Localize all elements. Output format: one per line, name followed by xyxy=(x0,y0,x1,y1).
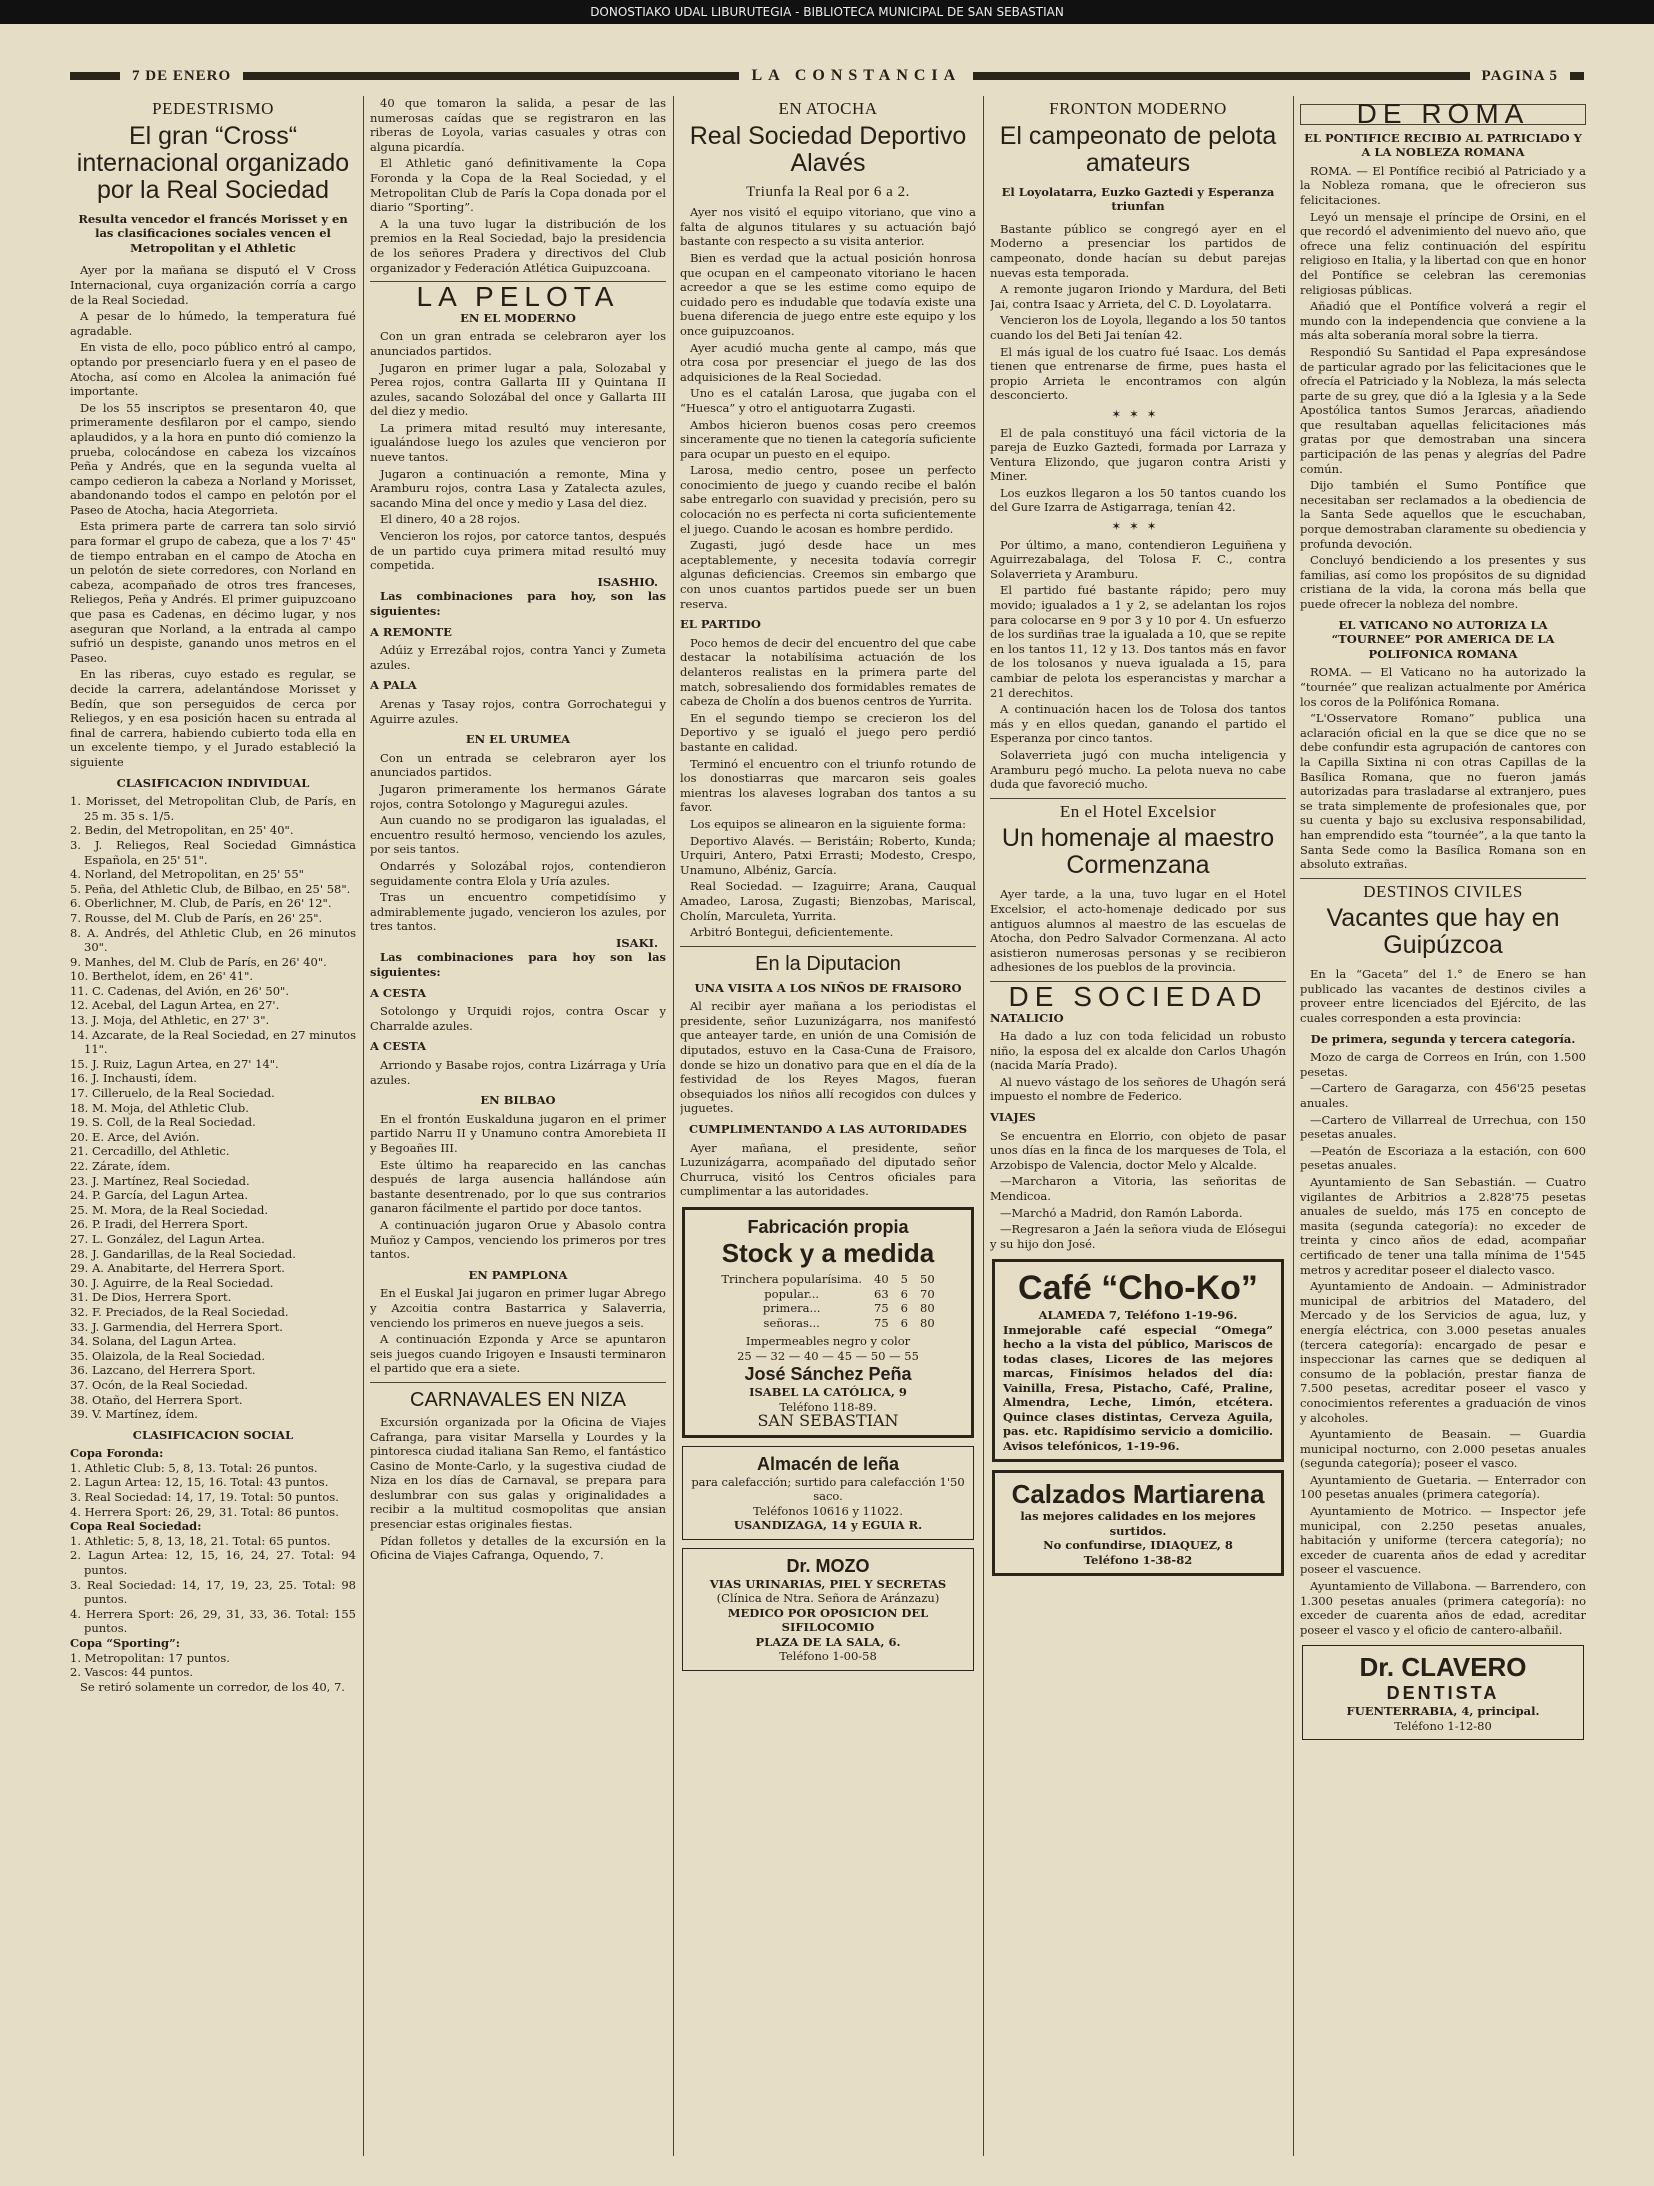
paragraph: Dijo también el Sumo Pontífice que necesitaban ser reclamados a la obediencia de la Santa Sede aquellos que le escuchaban, porque demostraban claramente su obediencia y profunda devoción. xyxy=(1300,478,1586,551)
list-item: 2. Lagun Artea: 12, 15, 16, 24, 27. Total: 94 puntos. xyxy=(70,1548,356,1578)
price-table xyxy=(715,1272,940,1330)
paragraph: Ayer nos visitó el equipo vitoriano, que vino a falta de algunos titulares y su actuación bajó bastante con respecto a su visita anterior. xyxy=(680,205,976,249)
list-item: 17. Cilleruelo, de la Real Sociedad. xyxy=(70,1086,275,1101)
column-1 xyxy=(70,96,356,2156)
column-rule xyxy=(983,96,984,2156)
table-cell: 5 xyxy=(900,1272,908,1286)
list-item: 32. F. Preciados, de la Real Sociedad. xyxy=(70,1304,289,1319)
paragraph: Mozo de carga de Correos en Irún, con 1.500 pesetas. xyxy=(1300,1050,1586,1079)
paragraph: Excursión organizada por la Oficina de Viajes Cafranga, para visitar Marsella y Lourdes y la pintoresca ciudad italiana San Remo, el fantástico Casino de Monte-Carlo, y la sugestiva ciudad de Niza en los días de Carnaval, se prepara para deslumbrar con sus galas y originalidades a recibir a la multitud cosmopolitas que ansian presenciar estas originales fiestas. xyxy=(370,1414,666,1532)
section-heading: DE ROMA xyxy=(1300,104,1586,125)
paragraph: Con un entrada se celebraron ayer los anunciados partidos. xyxy=(370,750,666,780)
list-item: 2. Bedin, del Metropolitan, en 25' 40". xyxy=(70,823,294,838)
list-item: 4. Herrera Sport: 26, 29, 31, 33, 36. Total: 155 puntos. xyxy=(70,1606,356,1636)
list-item: 36. Lazcano, del Herrera Sport. xyxy=(70,1363,256,1378)
list-item: 12. Acebal, del Lagun Artea, en 27'. xyxy=(70,998,280,1013)
subheading: A REMONTE xyxy=(370,624,452,639)
list-item: 10. Berthelot, ídem, en 26' 41". xyxy=(70,969,254,984)
paragraph: El dinero, 40 a 28 rojos. xyxy=(380,512,521,527)
paragraph: Ayuntamiento de Beasain. — Guardia municipal nocturno, con 2.000 pesetas anuales (segunda categoría); poseer el vasco. xyxy=(1300,1427,1586,1471)
masthead-rule xyxy=(70,72,120,80)
divider xyxy=(990,798,1286,799)
ad-address: USANDIZAGA, 14 y EGUIA R. xyxy=(733,1518,923,1532)
ad-line: VIAS URINARIAS, PIEL Y SECRETAS xyxy=(709,1576,947,1591)
list-item: 20. E. Arce, del Avión. xyxy=(70,1129,200,1144)
section-heading: DE SOCIEDAD xyxy=(1008,980,1268,1012)
masthead xyxy=(70,64,1584,88)
paragraph: Sotolongo y Urquidi rojos, contra Oscar y Charralde azules. xyxy=(370,1004,666,1033)
paragraph: Ayuntamiento de Villabona. — Barrendero, con 1.300 pesetas anuales (primera categoría): no exceder de cuarenta años de edad, acreditar poseer el vasco y el oficio de cantero-albañil. xyxy=(1300,1579,1586,1637)
subheading: A PALA xyxy=(370,678,417,693)
ad-phone: Teléfonos 10616 y 11022. xyxy=(753,1503,903,1518)
paragraph: A continuación hacen los de Tolosa dos tantos más y en ellos quedan, ganando el partido el Esperanza por cinco tantos. xyxy=(990,702,1286,746)
column-5 xyxy=(1300,96,1586,2156)
subheading: EL PARTIDO xyxy=(680,617,761,632)
paragraph: Concluyó bendiciendo a los presentes y sus familias, así como los propósitos de su dignidad cristiana de la vida, la corona más bella que puede ofrecer la nobleza del nombre. xyxy=(1300,553,1586,611)
masthead-rule xyxy=(973,72,1469,80)
ad-line: 25 — 32 — 40 — 45 — 50 — 55 xyxy=(737,1348,919,1363)
section-kicker: FRONTON MODERNO xyxy=(1049,99,1227,118)
section-kicker: EN ATOCHA xyxy=(778,99,878,118)
paragraph: —Cartero de Garagarza, con 456'25 pesetas anuales. xyxy=(1300,1081,1586,1111)
byline: ISAKI. xyxy=(616,935,658,950)
paragraph: —Cartero de Villarreal de Urrechua, con 150 pesetas anuales. xyxy=(1300,1112,1586,1142)
list-item: 3. Real Sociedad: 14, 17, 19, 23, 25. Total: 98 puntos. xyxy=(70,1577,356,1607)
paragraph: —Regresaron a Jaén la señora viuda de Elósegui y su hijo don José. xyxy=(990,1222,1286,1251)
column-4 xyxy=(990,96,1286,2156)
advertisement-doctor xyxy=(682,1548,974,1671)
list-item: 3. J. Reliegos, Real Sociedad Gimnástica Española, en 25' 51". xyxy=(70,837,356,867)
cup-title: Copa Real Sociedad: xyxy=(70,1519,202,1534)
paragraph: A la una tuvo lugar la distribución de los premios en la Real Sociedad, bajo la presidencia de los señores Pradera y directivos del Club organizador y Federación Atlética Guipuzcoana. xyxy=(370,216,666,275)
ad-phone: Teléfono 1-38-82 xyxy=(1083,1552,1193,1567)
table-row xyxy=(715,1287,940,1302)
article-headline: En la Diputacion xyxy=(755,952,901,975)
table-cell: Trinchera popularísima. xyxy=(721,1272,863,1286)
results-list xyxy=(70,1461,356,1519)
list-item: 2. Lagun Artea: 12, 15, 16. Total: 43 puntos. xyxy=(70,1475,329,1490)
article-headline: Vacantes que hay en Guipúzcoa xyxy=(1326,904,1560,960)
ad-line: (Clínica de Ntra. Señora de Aránzazu) xyxy=(716,1591,940,1605)
paragraph: 40 que tomaron la salida, a pesar de las numerosas caídas que se registraron en las riberas de Loyola, varias casuales y otras con alguna picardía. xyxy=(370,96,666,154)
paragraph: Ayuntamiento de Andoain. — Administrador municipal de arbitrios del Matadero, del Mercado y de los Servicios de agua, luz, y energía eléctrica, con 3.000 pesetas anuales (tercera categoría): encargado de pesar e inspeccionar las carnes que se dediquen al consumo de la población, prestar fianza de 7.500 pesetas, acreditar poseer el vasco y conocimientos referentes a graduación de vinos y alcoholes. xyxy=(1300,1279,1586,1425)
ad-title: Calzados Martiarena xyxy=(1011,1479,1265,1510)
paragraph: Se retiró solamente un corredor, de los 40, 7. xyxy=(80,1679,345,1694)
column-3 xyxy=(680,96,976,2156)
paragraph: Larosa, medio centro, posee un perfecto conocimiento de juego y cuando recibe el balón sabe entregarlo con suavidad y precisión, pero su colocación no es perfecta ni corta suficientemente el juego. Cuando le acosan es hombre perdido. xyxy=(680,463,976,536)
advertisement-tailor xyxy=(682,1207,974,1438)
table-cell: 6 xyxy=(900,1301,908,1315)
list-item: 39. V. Martínez, ídem. xyxy=(70,1407,198,1422)
section-heading: LA PELOTA xyxy=(416,281,620,313)
list-item: 1. Morisset, del Metropolitan Club, de París, en 25 m. 35 s. 1/5. xyxy=(70,794,356,823)
subheading: EL VATICANO NO AUTORIZA LA “TOURNEE” POR AMERICA DE LA POLIFONICA ROMANA xyxy=(1331,617,1555,661)
subheading: EN EL URUMEA xyxy=(465,732,571,747)
paragraph: Poco hemos de decir del encuentro del que cabe destacar la notabilísima actuación de los delanteros realistas en la primera parte del match, sobresaliendo dos formidables remates de cabeza de Cholín a dos buenos centros de Yurrita. xyxy=(680,635,976,709)
table-cell: popular... xyxy=(764,1286,820,1301)
paragraph: Ayer por la mañana se disputó el V Cross Internacional, cuya organización corría a cargo de la Real Sociedad. xyxy=(70,263,356,307)
list-item: 16. J. Inchausti, ídem. xyxy=(70,1071,197,1086)
divider xyxy=(370,1382,666,1383)
paragraph: Ondarrés y Solozábal rojos, contendieron seguidamente contra Elola y Uría azules. xyxy=(370,858,666,888)
divider xyxy=(680,946,976,947)
ad-line: MEDICO POR OPOSICION DEL SIFILOCOMIO xyxy=(727,1605,929,1634)
article-deck: Triunfa la Real por 6 a 2. xyxy=(746,183,910,200)
column-rule xyxy=(363,96,364,2156)
ad-line: Impermeables negro y color xyxy=(745,1334,911,1348)
table-cell: 63 xyxy=(874,1286,889,1301)
list-item: 28. J. Gandarillas, de la Real Sociedad. xyxy=(70,1246,296,1261)
article-deck: El Loyolatarra, Euzko Gaztedi y Esperanza triunfan xyxy=(1001,184,1275,214)
paragraph: El más igual de los cuatro fué Isaac. Los demás tienen que entrenarse de firme, pues hasta el propio Arrieta le encontramos con algún desconcierto. xyxy=(990,344,1286,403)
paragraph: Ha dado a luz con toda felicidad un robusto niño, la esposa del ex alcalde don Carlos Uhagón (nacida María Prado). xyxy=(990,1029,1286,1073)
table-cell: 75 xyxy=(874,1301,889,1315)
list-item: 11. C. Cadenas, del Avión, en 26' 50". xyxy=(70,983,289,998)
paragraph: Los euzkos llegaron a los 50 tantos cuando los del Gure Izarra de Astigarraga, tenían 42. xyxy=(990,485,1286,515)
subheading: NATALICIO xyxy=(990,1010,1064,1025)
list-item: 4. Herrera Sport: 26, 29, 31. Total: 86 puntos. xyxy=(70,1504,339,1519)
divider xyxy=(1300,878,1586,879)
subheading: A CESTA xyxy=(370,985,427,1000)
library-banner: DONOSTIAKO UDAL LIBURUTEGIA - BIBLIOTECA MUNICIPAL DE SAN SEBASTIAN xyxy=(0,0,1654,24)
paragraph: Vencieron los rojos, por catorce tantos, después de un partido cuya primera mitad resultó muy competida. xyxy=(370,529,666,573)
subheading: EN PAMPLONA xyxy=(468,1267,568,1282)
ad-name: Dr. CLAVERO xyxy=(1359,1652,1527,1683)
ad-address: FUENTERRABIA, 4, principal. xyxy=(1346,1704,1540,1719)
ad-line: las mejores calidades en los mejores surtidos. xyxy=(1020,1509,1256,1538)
paragraph: Uno es el catalán Larosa, que jugaba con el “Huesca” y otro el antiguotarra Zugasti. xyxy=(680,386,976,415)
list-item: 4. Norland, del Metropolitan, en 25' 55" xyxy=(70,867,304,882)
table-cell: 40 xyxy=(874,1272,889,1286)
article-headline: Real Sociedad Deportivo Alavés xyxy=(689,121,967,177)
column-rule xyxy=(673,96,674,2156)
list-item: 25. M. Mora, de la Real Sociedad. xyxy=(70,1202,269,1217)
table-cell: 80 xyxy=(920,1315,935,1330)
page-number: PAGINA 5 xyxy=(1481,67,1558,84)
paragraph: Las combinaciones para hoy, son las siguientes: xyxy=(370,589,666,618)
paragraph: A pesar de lo húmedo, la temperatura fué agradable. xyxy=(70,309,356,338)
advertisement-shoes xyxy=(992,1470,1284,1576)
paragraph: Ayer tarde, a la una, tuvo lugar en el Hotel Excelsior, el acto-homenaje dedicado por sus antiguos alumnos al maestro de las escuelas de Atocha, don Pedro Salvador Cormenzana. Al acto asistieron numerosas personas y se recibieron adhesiones de los pueblos de la provincia. xyxy=(990,887,1286,975)
column-2 xyxy=(370,96,666,2156)
paragraph: Añadió que el Pontífice volverá a regir el mundo con la independencia que conviene a la más alta soberanía moral sobre la tierra. xyxy=(1300,299,1586,343)
article-headline: CARNAVALES EN NIZA xyxy=(410,1388,626,1411)
paragraph: Leyó un mensaje el príncipe de Orsini, en el que recordó el advenimiento del nuevo año, que ofrece una feliz continuación del espíritu religioso en Italia, y la libertad con que en honor del Pontífice se celebran las ceremonias religiosas públicas. xyxy=(1300,209,1586,297)
paragraph: El partido fué bastante rápido; pero muy movido; igualados a 1 y 2, se adelantan los rojos para colocarse en 9 por 3 y 10 por 4. Un esfuerzo de los surdiñas trae la igualada a 10, que se repite en los tantos 11, 12 y 13. Dos tantos más en favor de los tolosanos y nueva igualada a 15, para cambiar de pelota los esperancistas y marchar a 21 derechitos. xyxy=(990,583,1286,700)
list-item: 15. J. Ruiz, Lagun Artea, en 27' 14". xyxy=(70,1056,279,1071)
ad-phone: Teléfono 118-89. xyxy=(779,1399,877,1414)
paragraph: —Marchó a Madrid, don Ramón Laborda. xyxy=(1000,1205,1243,1220)
paragraph: A remonte jugaron Iriondo y Mardura, del Beti Jai, contra Isaac y Arrieta, del C. D. Loyolatarra. xyxy=(990,282,1286,311)
list-item: 1. Metropolitan: 17 puntos. xyxy=(70,1650,230,1665)
article-headline: Un homenaje al maestro Cormenzana xyxy=(1001,824,1275,880)
paragraph: Las combinaciones para hoy son las siguientes: xyxy=(370,950,666,980)
cup-title: Copa “Sporting”: xyxy=(70,1636,180,1650)
paragraph: En el frontón Euskalduna jugaron en el primer partido Narru II y Unamuno contra Amorebieta II y Begoañes III. xyxy=(370,1111,666,1155)
subheading: CUMPLIMENTANDO A LAS AUTORIDADES xyxy=(688,1122,968,1137)
section-ornament: ✶✶✶ xyxy=(1111,519,1165,534)
list-item: 1. Athletic Club: 5, 8, 13. Total: 26 puntos. xyxy=(70,1460,318,1475)
paragraph: Zugasti, jugó desde hace un mes aceptablemente, y necesita todavía corregir algunas deficiencias. Creemos sin embargo que con unos cuantos partidos puede ser un buen reserva. xyxy=(680,538,976,611)
subheading: EN BILBAO xyxy=(480,1093,556,1108)
masthead-rule xyxy=(243,72,739,80)
paragraph: La primera mitad resultó muy interesante, igualándose luego los azules que vencieron por nueve tantos. xyxy=(370,420,666,465)
ad-line: DENTISTA xyxy=(1386,1683,1500,1704)
paragraph: Bastante público se congregó ayer en el Moderno a presenciar los partidos de campeonato, donde hacían su debut parejas nuevas esta temporada. xyxy=(990,221,1286,280)
paragraph: Respondió Su Santidad el Papa expresándose de particular agrado por las felicitaciones que le ofrecía el Patriciado y la Nobleza, la más selecta parte de su grey, que dió a la Iglesia y a la Sede Apostólica tantos Sumos Jerarcas, añadiendo que resultaban aquellas felicitaciones más gratas por que demostraban una sincera participación de las penas y alegrías del Padre común. xyxy=(1300,344,1586,476)
ad-address: ALAMEDA 7, Teléfono 1-19-96. xyxy=(1038,1308,1238,1323)
subheading: CLASIFICACION INDIVIDUAL xyxy=(116,775,310,790)
article-body xyxy=(70,263,356,769)
paragraph: De los 55 inscriptos se presentaron 40, que primeramente desfilaron por el campo, siendo aplaudidos, y a la hora en punto dió comienzo la prueba, colocándose en cabeza los vizcaínos Peña y Andrés, que en la segunda vuelta al campo cedieron la cabeza a Norland y Morisset, abandonando todos el campo en pelotón por el Paseo de Atocha, hacia Ategorrieta. xyxy=(70,400,356,517)
ad-line: Inmejorable café especial “Omega” hecho a la vista del público, Mariscos de todas clases, Licores de las mejores marcas, Finísimos helados del día: Vainilla, Fresa, Pistacho, Café, Praline, Almendra, Leche, Limón, etcétera. Quince clases distintas, Cerveza Aguila, pas. etc. Rapidísimo servicio a domicilio. Avisos telefónicos, 1-19-96. xyxy=(1003,1322,1273,1453)
advertisement-firewood xyxy=(682,1446,974,1540)
article-headline: El gran “Cross“ internacional organizado por la Real Sociedad xyxy=(76,121,350,204)
paragraph: A continuación jugaron Orue y Abasolo contra Muñoz y Campos, venciendo los primeros por tres tantos. xyxy=(370,1217,666,1262)
table-row xyxy=(715,1301,940,1316)
results-list xyxy=(70,794,356,1422)
subheading: EN EL MODERNO xyxy=(460,310,576,325)
lineup: Deportivo Alavés. — Beristáin; Roberto, Kunda; Urquiri, Antero, Patxi Errasti; Modesto, Crespo, Unamuno, Albéniz, García. xyxy=(680,833,976,877)
table-cell: 6 xyxy=(900,1286,908,1301)
list-item: 34. Solana, del Lagun Artea. xyxy=(70,1334,237,1349)
paragraph: Ayer acudió mucha gente al campo, más que otra cosa por presenciar el juego de las dos adquisiciones de la Real Sociedad. xyxy=(680,340,976,384)
paragraph: Tras un encuentro competidísimo y admirablemente jugado, vencieron los azules, por tres tantos. xyxy=(370,890,666,934)
cup-title: Copa Foronda: xyxy=(70,1446,164,1461)
list-item: 1. Athletic: 5, 8, 13, 18, 21. Total: 65 puntos. xyxy=(70,1533,331,1548)
article-headline: El campeonato de pelota amateurs xyxy=(999,121,1277,177)
list-item: 27. L. González, del Lagun Artea. xyxy=(70,1231,265,1246)
paragraph: En el Euskal Jai jugaron en primer lugar Abrego y Azcoitia contra Bastarrica y Salaverria, venciendo los primeros en nueve juegos a seis. xyxy=(370,1286,666,1330)
list-item: 30. J. Aguirre, de la Real Sociedad. xyxy=(70,1275,274,1290)
ad-title: Café “Cho-Ko” xyxy=(1018,1269,1258,1308)
paragraph: En el segundo tiempo se crecieron los del Deportivo y se igualó el juego pero perdió bastante en calidad. xyxy=(680,710,976,754)
ad-address: PLAZA DE LA SALA, 6. xyxy=(755,1634,901,1649)
paragraph: Ayuntamiento de Motrico. — Inspector jefe municipal, con 2.250 pesetas anuales, habitación y uniforme (tercera categoría); no exceder de cuarenta años de edad y acreditar poseer el vascuence. xyxy=(1300,1504,1586,1577)
ad-line: para calefacción; surtido para calefacción 1'50 saco. xyxy=(691,1474,965,1503)
paragraph: El de pala constituyó una fácil victoria de la pareja de Euzko Gaztedi, formada por Larraza y Ventura Elizondo, que jugaron contra Aristi y Miner. xyxy=(990,425,1286,484)
paragraph: Pídan folletos y detalles de la excursión en la Oficina de Viajes Cafranga, Oquendo, 7. xyxy=(370,1533,666,1563)
list-item: 24. P. García, del Lagun Artea. xyxy=(70,1188,249,1203)
list-item: 29. A. Anabitarte, del Herrera Sport. xyxy=(70,1261,285,1276)
ad-line: Fabricación propia xyxy=(747,1217,909,1237)
paragraph: —Marcharon a Vitoria, las señoritas de Mendicoa. xyxy=(990,1174,1286,1204)
paragraph: Vencieron los de Loyola, llegando a los 50 tantos cuando los del Beti Jai tenían 42. xyxy=(990,313,1286,342)
subheading: De primera, segunda y tercera categoría. xyxy=(1310,1031,1576,1046)
results-list xyxy=(70,1534,356,1636)
list-item: 19. S. Coll, de la Real Sociedad. xyxy=(70,1115,256,1130)
list-item: 13. J. Moja, del Athletic, en 27' 3". xyxy=(70,1013,270,1028)
paragraph: Solaverrieta jugó con mucha inteligencia y Aramburu pegó mucho. La pelota nueva no cabe duda que favoreció mucho. xyxy=(990,747,1286,792)
list-item: 21. Cercadillo, del Athletic. xyxy=(70,1144,230,1159)
paragraph: Arbitró Bontegui, deficientemente. xyxy=(690,925,894,940)
list-item: 2. Vascos: 44 puntos. xyxy=(70,1665,193,1680)
list-item: 31. De Dios, Herrera Sport. xyxy=(70,1290,232,1305)
paragraph: ROMA. — El Pontífice recibió al Patriciado y a la Nobleza romana, que le ofrecieron sus felicitaciones. xyxy=(1300,163,1586,207)
list-item: 22. Zárate, ídem. xyxy=(70,1159,171,1173)
table-cell: señoras... xyxy=(763,1315,820,1330)
subheading: VIAJES xyxy=(990,1110,1036,1125)
paragraph: Jugaron en primer lugar a pala, Solozabal y Perea rojos, contra Gallarta III y Quintana II azules, sacando Solozábal del once y Gallarta III del diez y medio. xyxy=(370,360,666,419)
ad-address: No confundirse, IDIAQUEZ, 8 xyxy=(1043,1538,1233,1553)
ad-address: ISABEL LA CATÓLICA, 9 xyxy=(749,1385,907,1399)
ad-name: Dr. MOZO xyxy=(786,1555,870,1576)
paragraph: Por último, a mano, contendieron Leguiñena y Aguirrezabalaga, del Tolosa F. C., contra Solaverrieta y Aramburu. xyxy=(990,537,1286,581)
list-item: 7. Rousse, del M. Club de París, en 26' 25". xyxy=(70,910,323,925)
paragraph: Los equipos se alinearon en la siguiente forma: xyxy=(690,816,967,831)
paragraph: Aun cuando no se prodigaron las igualadas, el encuentro resultó hermoso, venciendo los azules, por seis tantos. xyxy=(370,813,666,857)
section-ornament: ✶✶✶ xyxy=(1111,406,1165,421)
paragraph: A continuación Ezponda y Arce se apuntaron seis juegos cuando Irigoyen e Insausti terminaron el partido que era a siete. xyxy=(370,1332,666,1376)
paragraph: En las riberas, cuyo estado es regular, se decide la carrera, adelantándose Morisset y Bedín, que son perseguidos de cerca por Reliegos, y en esa posición hacen su entrada al final de carrera, habiendo cubierto toda ella en un excelente tiempo, y el Jurado estableció la siguiente xyxy=(70,667,356,769)
paragraph: El Athletic ganó definitivamente la Copa Foronda y la Copa de la Real Sociedad, y el Metropolitan Club de París la Copa donada por el diario “Sporting”. xyxy=(370,156,666,215)
table-cell: 80 xyxy=(920,1301,935,1315)
list-item: 8. A. Andrés, del Athletic Club, en 26 minutos 30". xyxy=(70,925,356,955)
newspaper-title: LA CONSTANCIA xyxy=(751,67,962,84)
list-item: 37. Ocón, de la Real Sociedad. xyxy=(70,1377,249,1392)
paragraph: En la “Gaceta” del 1.° de Enero se han publicado las vacantes de destinos civiles a proveer entre licenciados del Ejército, de las cuales corresponden a esta provincia: xyxy=(1300,967,1586,1026)
list-item: 35. Olaizola, de la Real Sociedad. xyxy=(70,1348,266,1363)
issue-date: 7 DE ENERO xyxy=(132,67,232,84)
paragraph: Se encuentra en Elorrio, con objeto de pasar unos días en la finca de los marqueses de Tola, el Arzobispo de Valencia, doctor Melo y Alcalde. xyxy=(990,1128,1286,1172)
section-kicker: En el Hotel Excelsior xyxy=(1059,801,1217,821)
paragraph: ROMA. — El Vaticano no ha autorizado la “tournée” que realizan actualmente por América los coros de la Polifónica Romana. xyxy=(1300,665,1586,709)
paragraph: Al recibir ayer mañana a los periodistas el presidente, señor Luzunizágarra, nos manifestó que anteayer tarde, en unión de una Comisión de diputados, estuvo en la Casa-Cuna de Fraisoro, donde se hizo un donativo para que en el día de la festividad de los Reyes Magos, fueran obsequiados los niños allí recogidos con dulces y juguetes. xyxy=(680,999,976,1116)
paragraph: Con un gran entrada se celebraron ayer los anunciados partidos. xyxy=(370,329,666,358)
ad-city: SAN SEBASTIAN xyxy=(757,1411,899,1430)
byline: ISASHIO. xyxy=(597,574,658,589)
paragraph: Jugaron a continuación a remonte, Mina y Aramburu rojos, contra Lasa y Zatalecta azules, sacando Mina del once y medio y Lasa del diez. xyxy=(370,466,666,510)
list-item: 14. Azcarate, de la Real Sociedad, en 27 minutos 11". xyxy=(70,1027,356,1057)
paragraph: Al nuevo vástago de los señores de Uhagón será impuesto el nombre de Federico. xyxy=(990,1074,1286,1104)
ad-title: Stock y a medida xyxy=(721,1238,935,1268)
paragraph: —Peatón de Escoriaza a la estación, con 600 pesetas anuales. xyxy=(1300,1143,1586,1173)
paragraph: Ayer mañana, el presidente, señor Luzunizágarra, acompañado del diputado señor Churruca, visitó los Centros oficiales para cumplimentar a las autoridades. xyxy=(680,1140,976,1199)
paragraph: Arenas y Tasay rojos, contra Gorrochategui y Aguirre azules. xyxy=(370,696,666,726)
paragraph: “L'Osservatore Romano” publica una aclaración oficial en la que se dice que no se debe confundir esta agrupación de cantores con la Capilla Sixtina ni con otras Capillas de la Basílica Romana, que no fueron jamás autorizadas para trasladarse al extranjero, pues se trata simplemente de profesionales que, por su cuenta y bajo su exclusiva responsabilidad, han emprendido esta “tournée”, a la que tanto la Santa Sede como la Basílica Romana son en absoluto extrañas. xyxy=(1300,711,1586,872)
list-item: 9. Manhes, del M. Club de París, en 26' 40". xyxy=(70,954,327,969)
paragraph: Terminó el encuentro con el triunfo rotundo de los donostiarras que marcaron seis goales mientras los alaveses lograban dos tantos a su favor. xyxy=(680,756,976,815)
subheading: UNA VISITA A LOS NIÑOS DE FRAISORO xyxy=(694,980,962,995)
lineup: Real Sociedad. — Izaguirre; Arana, Cauqual Amadeo, Larosa, Zugasti; Bienzobas, Mariscal, Cholín, Marculeta, Yurrita. xyxy=(680,879,976,923)
list-item: 23. J. Martínez, Real Sociedad. xyxy=(70,1173,250,1188)
list-item: 26. P. Iradi, del Herrera Sport. xyxy=(70,1217,248,1232)
paragraph: Ayuntamiento de San Sebastián. — Cuatro vigilantes de Arbitrios a 2.828'75 pesetas anuales de sueldo, más 175 en concepto de masita (segunda categoría): no exceder de treinta y cinco años de edad, acompañar certificado de tener una talla mínima de 1'545 metros y acreditar poseer el dialecto vasco. xyxy=(1300,1175,1586,1277)
list-item: 33. J. Garmendia, del Herrera Sport. xyxy=(70,1319,283,1334)
paragraph: Este último ha reaparecido en las canchas después de larga ausencia hallándose aún bastante desentrenado, por lo que sus contrarios ganaron fácilmente el partido por doce tantos. xyxy=(370,1157,666,1216)
paragraph: Adúiz y Errezábal rojos, contra Yanci y Zumeta azules. xyxy=(370,643,666,672)
subheading: CLASIFICACION SOCIAL xyxy=(132,1427,294,1442)
table-cell: primera... xyxy=(762,1301,821,1315)
masthead-rule xyxy=(1570,72,1584,80)
subheading: EL PONTIFICE RECIBIO AL PATRICIADO Y A LA NOBLEZA ROMANA xyxy=(1304,130,1582,160)
ad-phone: Teléfono 1-00-58 xyxy=(779,1649,877,1663)
table-cell: 75 xyxy=(874,1315,889,1330)
ad-name: José Sánchez Peña xyxy=(744,1364,912,1384)
article-deck: Resulta vencedor el francés Morisset y en las clasificaciones sociales vencen el Metropolitan y el Athletic xyxy=(78,211,348,255)
table-cell: 50 xyxy=(920,1272,935,1286)
list-item: 6. Oberlichner, M. Club, de París, en 26' 12". xyxy=(70,896,332,911)
list-item: 38. Otaño, del Herrera Sport. xyxy=(70,1392,243,1407)
list-item: 3. Real Sociedad: 14, 17, 19. Total: 50 puntos. xyxy=(70,1490,339,1505)
section-kicker: DESTINOS CIVILES xyxy=(1363,881,1523,901)
list-item: 5. Peña, del Athletic Club, de Bilbao, en 25' 58". xyxy=(70,881,351,896)
paragraph: En vista de ello, poco público entró al campo, optando por presenciarlo fuera y en el paseo de Atocha, así como en Alcolea la animación fué importante. xyxy=(70,340,356,399)
table-cell: 6 xyxy=(900,1315,908,1330)
subheading: A CESTA xyxy=(370,1039,427,1054)
table-cell: 70 xyxy=(920,1286,935,1301)
section-kicker: PEDESTRISMO xyxy=(152,99,274,118)
column-rule xyxy=(1293,96,1294,2156)
advertisement-cafe xyxy=(992,1259,1284,1462)
paragraph: Esta primera parte de carrera tan solo sirvió para formar el grupo de cabeza, que a los 7' 45" de tiempo entraban en el campo de Atocha en un pelotón de siete corredores, con Norland en cabeza, acompañado de otros tres franceses, Reliegos, Peña y Andrés. El primer guipuzcoano que pasa es Cadenas, en décimo lugar, y nos aseguran que Norland, a la entrada al campo sufrió un despiste, ganando unos metros en el Paseo. xyxy=(70,519,356,665)
list-item: 18. M. Moja, del Athletic Club. xyxy=(70,1100,249,1115)
paragraph: Arriondo y Basabe rojos, contra Lizárraga y Uría azules. xyxy=(370,1058,666,1087)
table-row xyxy=(715,1272,940,1287)
ad-phone: Teléfono 1-12-80 xyxy=(1394,1718,1492,1733)
table-row xyxy=(715,1316,940,1331)
ad-title: Almacén de leña xyxy=(756,1453,900,1474)
paragraph: Jugaron primeramente los hermanos Gárate rojos, contra Sotolongo y Maguregui azules. xyxy=(370,781,666,811)
paragraph: Ambos hicieron buenos cosas pero creemos sinceramente que no tienen la categoría suficiente para ocupar un puesto en el equipo. xyxy=(680,417,976,461)
advertisement-dentist xyxy=(1302,1645,1584,1740)
paragraph: Ayuntamiento de Guetaria. — Enterrador con 100 pesetas anuales (primera categoría). xyxy=(1300,1472,1586,1502)
paragraph: Bien es verdad que la actual posición honrosa que ocupan en el campeonato vitoriano le hacen acreedor a que se les estime como equipo de cuidado pero es indudable que todavía existe una buena diferencia de juego entre este equipo y los once guipuzcoanos. xyxy=(680,250,976,338)
results-list xyxy=(70,1651,356,1680)
